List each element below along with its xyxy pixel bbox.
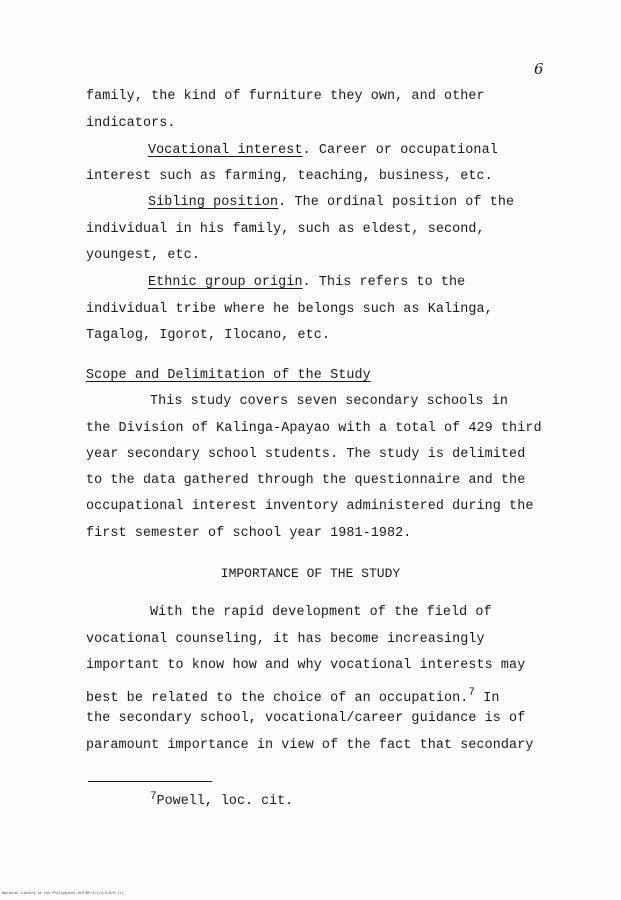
- definition-sibling-position: [148, 195, 514, 211]
- archive-footer: National Library of the Philippines NLP/RF/2/1/2/2/0/0 (c): [2, 892, 124, 896]
- section-heading-scope: Scope and Delimitation of the Study: [86, 368, 371, 383]
- term-sibling-position: Sibling position: [148, 195, 279, 210]
- paragraph-line: the Division of Kalinga-Apayao with a total of 429 third: [86, 421, 542, 436]
- footnote: [150, 791, 293, 809]
- reference-mark: 7: [468, 687, 476, 699]
- paragraph-line: year secondary school students. The study is delimited: [86, 447, 526, 462]
- definition-line: individual in his family, such as eldest, second,: [86, 222, 485, 237]
- definition-text: . This refers to the: [302, 275, 466, 290]
- paragraph-line: occupational interest inventory administered during the: [86, 499, 534, 514]
- definition-line: indicators.: [86, 116, 176, 131]
- definition-line: individual tribe where he belongs such as Kalinga,: [86, 302, 493, 317]
- paragraph-line-with-ref: [86, 685, 500, 707]
- footnote-rule: [88, 781, 212, 782]
- definition-text: . Career or occupational: [302, 143, 498, 158]
- paragraph-line: This study covers seven secondary schools in: [150, 394, 508, 409]
- footnote-mark: 7: [150, 791, 157, 803]
- paragraph-line: the secondary school, vocational/career guidance is of: [86, 711, 526, 726]
- term-ethnic-group-origin: Ethnic group origin: [148, 275, 303, 290]
- paragraph-line: vocational counseling, it has become increasingly: [86, 632, 485, 647]
- paragraph-line: paramount importance in view of the fact that secondary: [86, 738, 534, 753]
- definition-line: Tagalog, Igorot, Ilocano, etc.: [86, 328, 331, 343]
- paragraph-text: In: [475, 691, 500, 706]
- term-vocational-interest: Vocational interest: [148, 143, 303, 158]
- paragraph-line: first semester of school year 1981-1982.: [86, 526, 412, 541]
- definition-line: youngest, etc.: [86, 248, 200, 263]
- paragraph-line: With the rapid development of the field of: [150, 605, 492, 620]
- definition-ethnic-group: [148, 275, 465, 291]
- definition-line: interest such as farming, teaching, business, etc.: [86, 169, 493, 184]
- footnote-text: Powell, loc. cit.: [156, 794, 294, 809]
- paragraph-line: to the data gathered through the questionnaire and the: [86, 473, 526, 488]
- definition-text: . The ordinal position of the: [278, 195, 515, 210]
- definition-vocational-interest: [148, 143, 498, 159]
- definition-line: family, the kind of furniture they own, and other: [86, 89, 485, 104]
- section-heading-importance: IMPORTANCE OF THE STUDY: [220, 566, 401, 581]
- paragraph-line: important to know how and why vocational interests may: [86, 658, 526, 673]
- page-number: 6: [534, 60, 544, 78]
- paragraph-text: best be related to the choice of an occupation.: [86, 691, 469, 706]
